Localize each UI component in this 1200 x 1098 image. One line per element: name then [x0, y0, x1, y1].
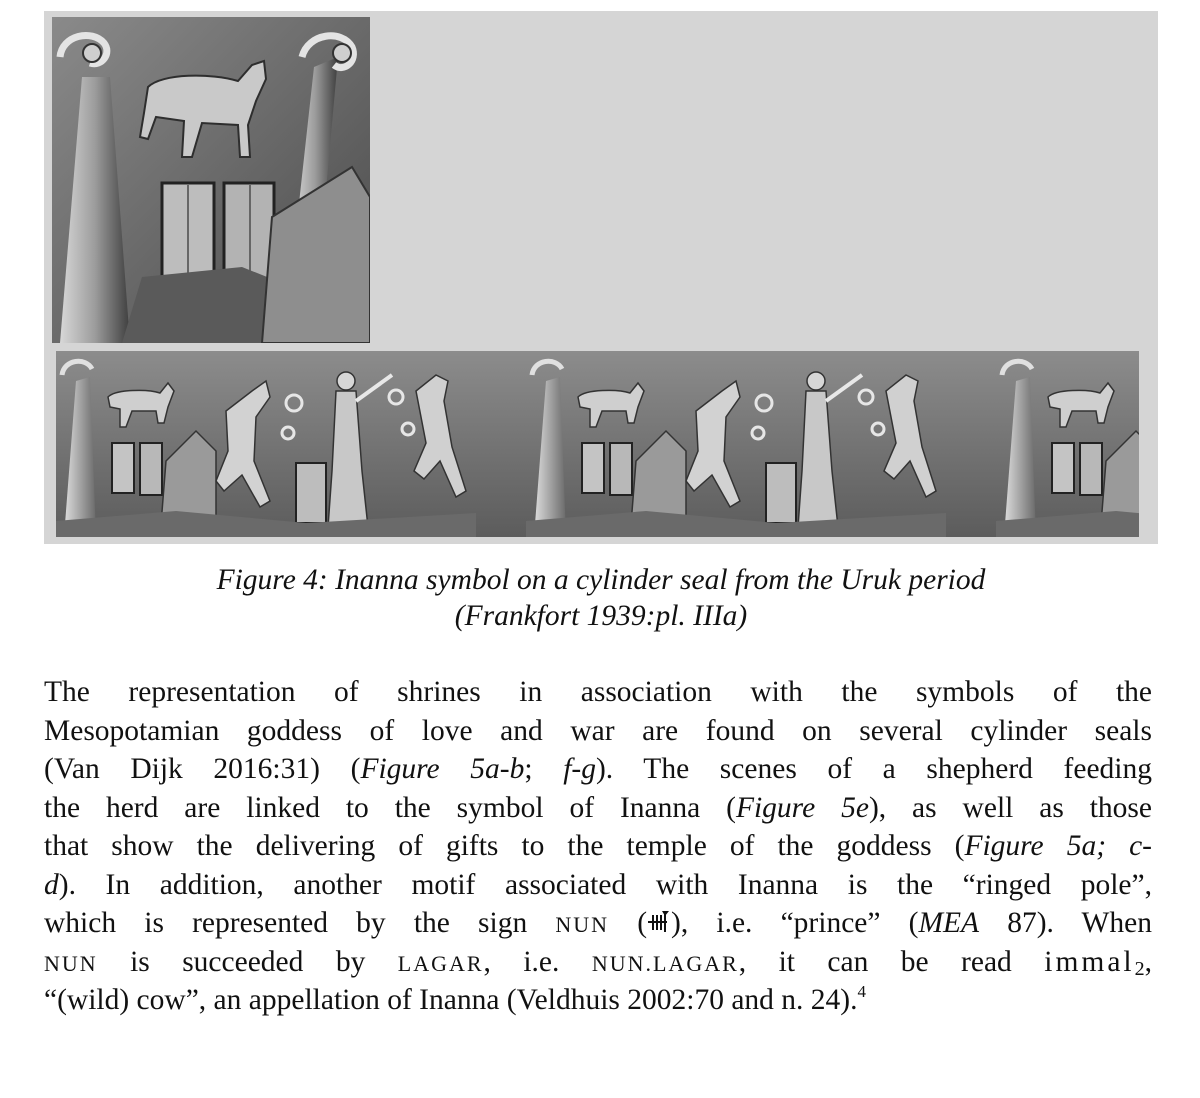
text-run: 87). When [979, 907, 1152, 939]
paragraph-line-7 [44, 904, 1152, 943]
footnote-marker[interactable]: 4 [857, 982, 866, 1001]
sign-name: NUN [555, 912, 610, 937]
seal-impression-detail [52, 17, 370, 343]
sign-name: NUN.LAGAR [591, 950, 739, 976]
paragraph-line-4 [44, 789, 1152, 828]
sign-name: NUN [44, 950, 98, 976]
seal-detail-illustration [52, 17, 370, 343]
cuneiform-nun-sign-icon [647, 910, 671, 934]
text-run: (Van Dijk 2016:31) ( [44, 753, 361, 785]
text-run: which is represented by the sign [44, 907, 556, 939]
paragraph-line-1: The representation of shrines in association with the symbols of the [44, 676, 1152, 708]
text-run: the herd are linked to the symbol of Inanna ( [44, 791, 736, 824]
figure-reference: f-g [563, 753, 596, 785]
paragraph-line-9 [44, 981, 1152, 1020]
text-run: , it can be read [738, 945, 1045, 978]
body-paragraph [44, 673, 1152, 1020]
text-run: “(wild) cow”, an appellation of Inanna (Veldhuis 2002:70 and n. 24). [44, 984, 858, 1016]
figure-reference: Figure 5a-b [360, 753, 525, 785]
text-run: ), i.e. “prince” ( [671, 907, 919, 939]
text-run: , [1144, 945, 1152, 978]
paragraph-line-5 [44, 827, 1152, 866]
sign-name: LAGAR [397, 950, 484, 976]
paragraph-line-2: Mesopotamian goddess of love and war are found on several cylinder seals [44, 714, 1152, 747]
figure-reference: Figure 5a [964, 830, 1097, 862]
caption-line-2: (Frankfort 1939:pl. IIIa) [454, 600, 748, 632]
paragraph-line-6 [44, 866, 1152, 905]
abbreviation: MEA [918, 907, 980, 939]
cylinder-seal-rollout [56, 351, 1139, 537]
text-run: , i.e. [483, 945, 592, 978]
text-run: ). In addition, another motif associated with Inanna is the “ringed pole”, [58, 868, 1152, 901]
transliteration: immal [1044, 945, 1135, 978]
text-run: ; [524, 753, 564, 785]
text-run: ). The scenes of a shepherd feeding [595, 753, 1152, 785]
text-run: that show the delivering of gifts to the temple of the goddess ( [44, 830, 965, 862]
caption-line-1: Figure 4: Inanna symbol on a cylinder seal from the Uruk period [216, 564, 986, 596]
paragraph-line-3 [44, 750, 1152, 789]
text-run: ( [609, 907, 648, 939]
text-run: is succeeded by [97, 945, 398, 978]
subscript-index: 2 [1134, 957, 1145, 980]
seal-rollout-illustration [56, 351, 1139, 537]
figure-reference: Figure 5e [735, 791, 869, 824]
figure-reference: d [44, 868, 59, 901]
text-run: ), as well as those [868, 791, 1152, 824]
figure-reference: ; c- [1096, 830, 1152, 862]
paragraph-line-8 [44, 943, 1152, 982]
figure-caption [44, 562, 1158, 634]
